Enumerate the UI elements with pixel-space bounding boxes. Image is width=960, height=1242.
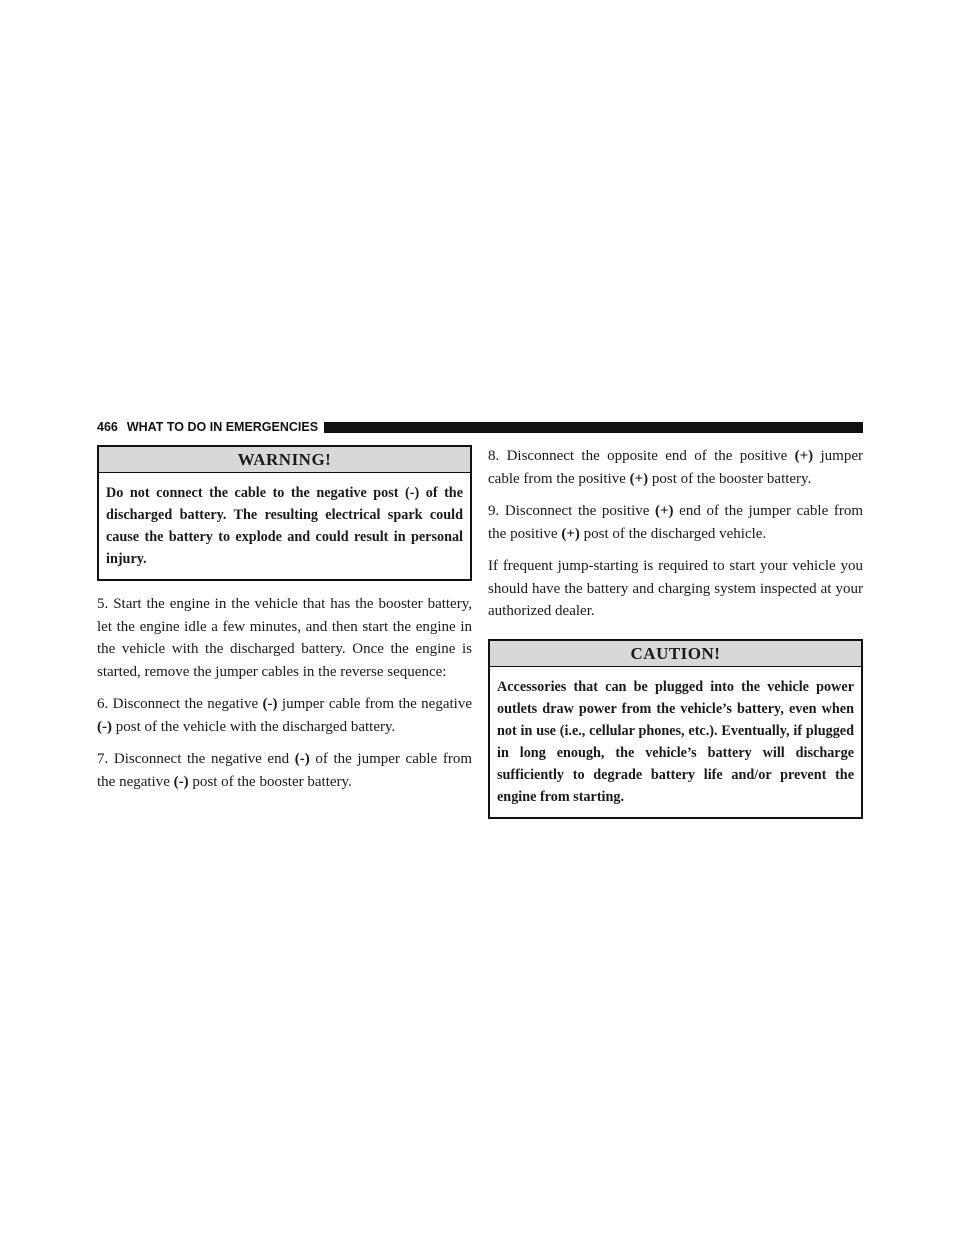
- step-9: 9. Disconnect the positive (+) end of the jumper cable from the positive (+) post of the discharged vehicle.: [488, 503, 864, 542]
- step-5: 5. Start the engine in the vehicle that has the booster battery, let the engine idle a few minutes, and then start the engine in the vehicle with the discharged battery. Once the engine is started, remove the jumper cables in the reverse sequence:: [97, 596, 472, 680]
- caution-text: Accessories that can be plugged into the vehicle power outlets draw power from the vehicle’s battery, even when not in use (i.e., cellular phones, etc.). Eventually, if plugged in long enough, the vehicle’s battery will discharge sufficiently to degrade battery life and/or prevent the engine from starting.: [497, 678, 854, 805]
- left-column: [97, 445, 472, 793]
- header-rule: [324, 422, 863, 433]
- caution-title: CAUTION!: [490, 641, 861, 667]
- step-7: 7. Disconnect the negative end (-) of the jumper cable from the negative (-) post of the booster battery.: [97, 751, 472, 790]
- step-6: 6. Disconnect the negative (-) jumper cable from the negative (-) post of the vehicle with the discharged battery.: [97, 696, 472, 735]
- frequent-jump-note: If frequent jump-starting is required to start your vehicle you should have the battery and charging system inspected at your authorized dealer.: [488, 558, 863, 619]
- right-column: [488, 445, 863, 819]
- page-header: [97, 418, 863, 436]
- warning-title: WARNING!: [99, 447, 470, 473]
- warning-box: [97, 445, 472, 581]
- page-number: 466: [97, 420, 118, 434]
- caution-box: [488, 639, 863, 819]
- warning-text: Do not connect the cable to the negative post (-) of the discharged battery. The resulting electrical spark could cause the battery to explode and could result in personal injury.: [106, 485, 463, 567]
- step-8: 8. Disconnect the opposite end of the positive (+) jumper cable from the positive (+) post of the booster battery.: [488, 448, 863, 487]
- section-title: WHAT TO DO IN EMERGENCIES: [126, 420, 319, 434]
